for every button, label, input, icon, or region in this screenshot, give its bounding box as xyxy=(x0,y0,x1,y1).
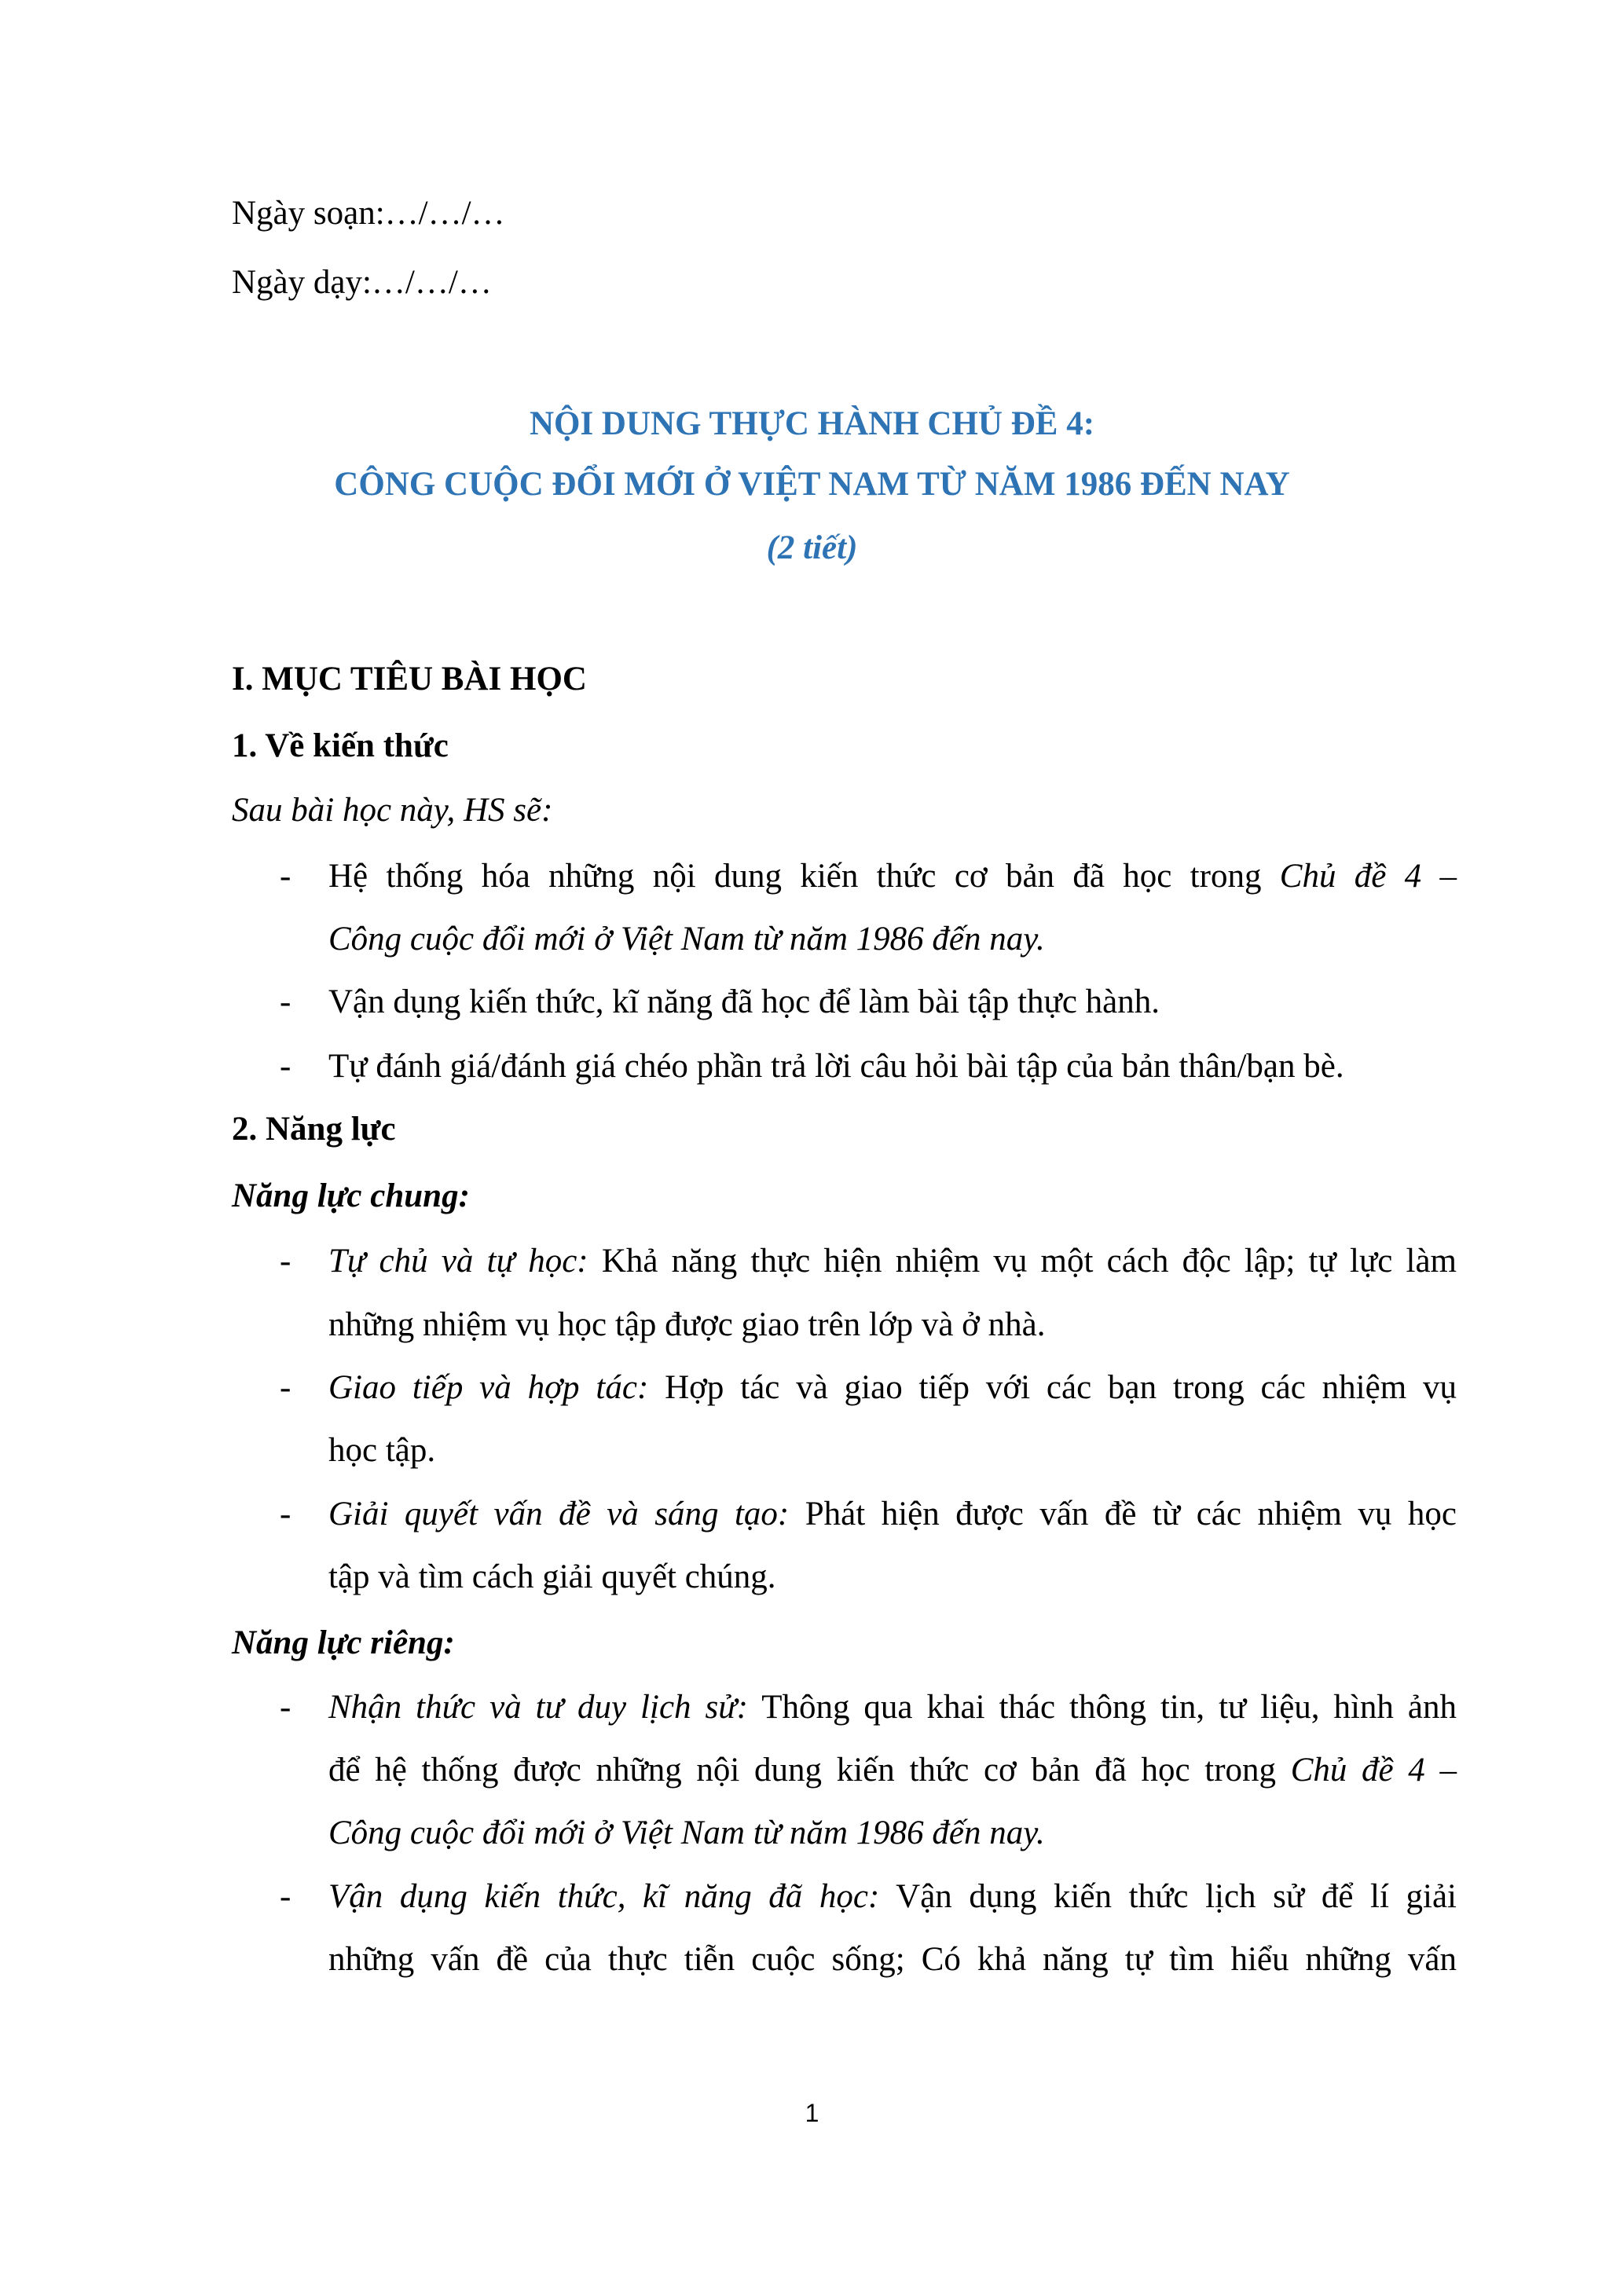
section-heading: I. MỤC TIÊU BÀI HỌC xyxy=(232,661,587,698)
list-item-text: Tự chủ và tự học: Khả năng thực hiện nhiệm vụ một cách độc lập; tự lực làm xyxy=(328,1243,1457,1280)
list-item-text: Công cuộc đổi mới ở Việt Nam từ năm 1986 đến nay. xyxy=(328,921,1045,958)
specific-competency-heading: Năng lực riêng: xyxy=(232,1624,455,1661)
list-item-text: Nhận thức và tư duy lịch sử: Thông qua khai thác thông tin, tư liệu, hình ảnh xyxy=(328,1689,1457,1726)
intro-text: Sau bài học này, HS sẽ: xyxy=(232,792,553,829)
bullet-dash: - xyxy=(280,1878,291,1915)
bullet-dash: - xyxy=(280,1689,291,1726)
bullet-dash: - xyxy=(280,858,291,895)
list-item-text: để hệ thống được những nội dung kiến thức cơ bản đã học trong Chủ đề 4 – xyxy=(328,1752,1457,1789)
list-item-text: Giao tiếp và hợp tác: Hợp tác và giao tiếp với các bạn trong các nhiệm vụ xyxy=(328,1369,1457,1406)
list-item-text: tập và tìm cách giải quyết chúng. xyxy=(328,1558,776,1595)
subsection-heading-competency: 2. Năng lực xyxy=(232,1111,396,1148)
list-item-text: những vấn đề của thực tiễn cuộc sống; Có khả năng tự tìm hiểu những vấn xyxy=(328,1941,1457,1978)
subsection-heading-knowledge: 1. Về kiến thức xyxy=(232,727,449,764)
bullet-dash: - xyxy=(280,1048,291,1085)
bullet-dash: - xyxy=(280,1369,291,1406)
list-item-text: những nhiệm vụ học tập được giao trên lớp và ở nhà. xyxy=(328,1306,1046,1343)
ngay-soan: Ngày soạn:…/…/… xyxy=(232,195,505,232)
general-competency-heading: Năng lực chung: xyxy=(232,1177,470,1214)
list-item-text: Hệ thống hóa những nội dung kiến thức cơ bản đã học trong Chủ đề 4 – xyxy=(328,858,1457,895)
bullet-dash: - xyxy=(280,1243,291,1280)
bullet-dash: - xyxy=(280,983,291,1020)
ngay-day: Ngày dạy:…/…/… xyxy=(232,264,492,301)
list-item-text: Giải quyết vấn đề và sáng tạo: Phát hiện được vấn đề từ các nhiệm vụ học xyxy=(328,1496,1457,1532)
list-item-text: Tự đánh giá/đánh giá chéo phần trả lời câu hỏi bài tập của bản thân/bạn bè. xyxy=(328,1048,1344,1085)
list-item-text: Công cuộc đổi mới ở Việt Nam từ năm 1986 đến nay. xyxy=(328,1814,1045,1851)
list-item-text: Vận dụng kiến thức, kĩ năng đã học để làm bài tập thực hành. xyxy=(328,983,1160,1020)
title-line-2: CÔNG CUỘC ĐỔI MỚI Ở VIỆT NAM TỪ NĂM 1986 ĐẾN NAY xyxy=(334,466,1290,503)
bullet-dash: - xyxy=(280,1496,291,1532)
page-number: 1 xyxy=(805,2099,819,2127)
title-line-1: NỘI DUNG THỰC HÀNH CHỦ ĐỀ 4: xyxy=(529,405,1095,442)
title-line-3: (2 tiết) xyxy=(766,529,858,566)
list-item-text: Vận dụng kiến thức, kĩ năng đã học: Vận dụng kiến thức lịch sử để lí giải xyxy=(328,1878,1457,1915)
list-item-text: học tập. xyxy=(328,1432,436,1469)
